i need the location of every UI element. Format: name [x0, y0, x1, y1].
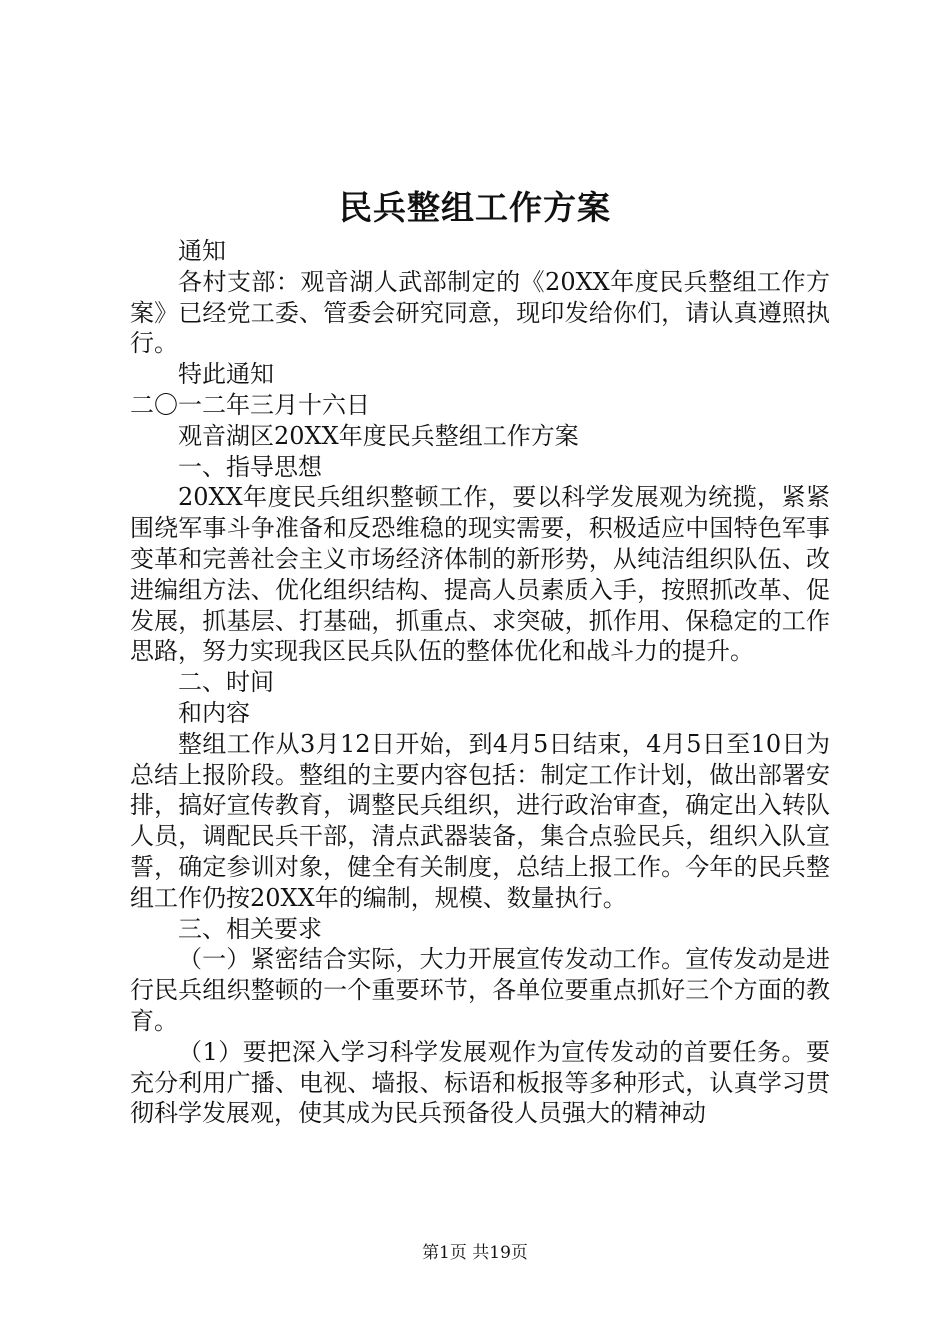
paragraph: 一、指导思想	[178, 452, 322, 481]
paragraph: 和内容	[178, 698, 250, 727]
paragraph: 特此通知	[178, 360, 274, 389]
document-title: 民兵整组工作方案	[339, 188, 611, 227]
paragraph: （一）紧密结合实际，大力开展宣传发动工作。宣传发动是进行民兵组织整顿的一个重要环节，各单位要重点抓好三个方面的教育。	[130, 945, 830, 1035]
page-number-footer: 第1页 共19页	[422, 1243, 528, 1263]
paragraph: （1）要把深入学习科学发展观作为宣传发动的首要任务。要充分利用广播、电视、墙报、标语和板报等多种形式，认真学习贯彻科学发展观，使其成为民兵预备役人员强大的精神动	[130, 1037, 830, 1128]
paragraph: 观音湖区20XX年度民兵整组工作方案	[178, 421, 579, 450]
paragraph: 二〇一二年三月十六日	[130, 390, 370, 419]
paragraph: 二、时间	[178, 668, 274, 697]
paragraph: 20XX年度民兵组织整顿工作，要以科学发展观为统揽，紧紧围绕军事斗争准备和反恐维稳的现实需要，积极适应中国特色军事变革和完善社会主义市场经济体制的新形势，从纯洁组织队伍、改进编组方法、优化组织结构、提高人员素质入手，按照抓改革、促发展，抓基层、打基础，抓重点、求突破，抓作用、保稳定的工作思路，努力实现我区民兵队伍的整体优化和战斗力的提升。	[130, 483, 830, 666]
paragraph: 三、相关要求	[178, 914, 322, 943]
paragraph: 通知	[178, 237, 226, 265]
paragraph: 各村支部：观音湖人武部制定的《20XX年度民兵整组工作方案》已经党工委、管委会研究同意，现印发给你们，请认真遵照执行。	[130, 267, 830, 358]
paragraph: 整组工作从3月12日开始，到4月5日结束，4月5日至10日为总结上报阶段。整组的主要内容包括：制定工作计划，做出部署安排，搞好宣传教育，调整民兵组织，进行政治审查，确定出入转队人员，调配民兵干部，清点武器装备，集合点验民兵，组织入队宣誓，确定参训对象，健全有关制度，总结上报工作。今年的民兵整组工作仍按20XX年的编制，规模、数量执行。	[130, 729, 830, 912]
document-body	[130, 236, 830, 1129]
